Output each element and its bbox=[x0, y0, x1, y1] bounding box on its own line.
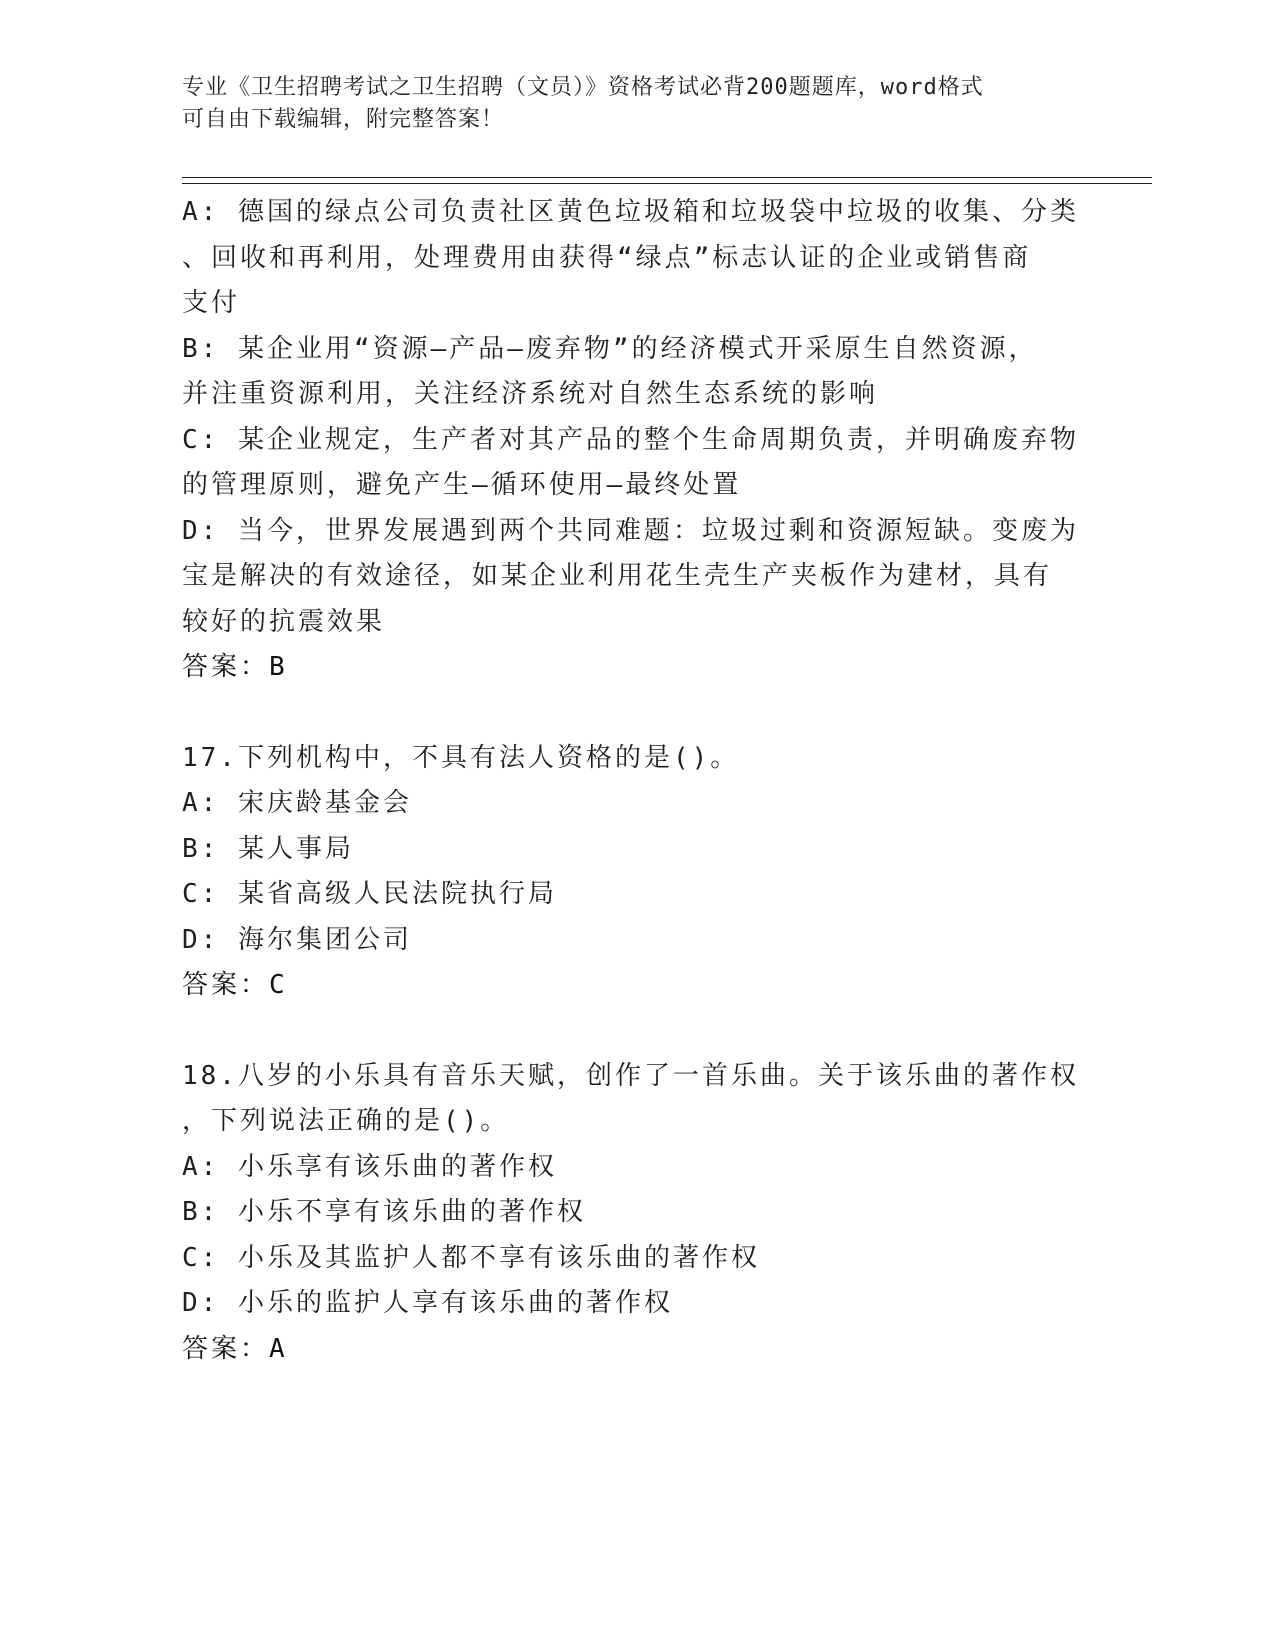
option-line: 较好的抗震效果 bbox=[182, 606, 386, 637]
q18-option-a: A: 小乐享有该乐曲的著作权 bbox=[182, 1151, 557, 1182]
answer-value: A bbox=[269, 1333, 286, 1364]
q16-option-d bbox=[182, 509, 1082, 646]
option-line: 并注重资源利用，关注经济系统对自然生态系统的影响 bbox=[182, 379, 879, 409]
question-17 bbox=[182, 736, 1082, 1009]
option-line: B: 某企业用“资源—产品—废弃物”的经济模式开采原生自然资源， bbox=[182, 333, 1038, 364]
option-line: C: 某企业规定，生产者对其产品的整个生命周期负责，并明确废弃物 bbox=[182, 424, 1079, 455]
q17-option-a: A: 宋庆龄基金会 bbox=[182, 788, 412, 818]
q18-answer bbox=[182, 1327, 1082, 1373]
header-title-line-1: 专业《卫生招聘考试之卫生招聘（文员）》资格考试必背200题题库，word格式 bbox=[182, 75, 984, 100]
option-line: 宝是解决的有效途径，如某企业利用花生壳生产夹板作为建材，具有 bbox=[182, 561, 1053, 591]
q16-option-b bbox=[182, 327, 1082, 418]
q18-stem-line-2: ，下列说法正确的是()。 bbox=[182, 1106, 510, 1136]
header-divider-bottom bbox=[182, 183, 1152, 184]
q17-answer bbox=[182, 963, 1082, 1009]
q18-option-b: B: 小乐不享有该乐曲的著作权 bbox=[182, 1197, 586, 1227]
q16-option-c bbox=[182, 418, 1082, 509]
header-title-line-2: 可自由下载编辑，附完整答案！ bbox=[182, 107, 505, 132]
q18-option-d: D: 小乐的监护人享有该乐曲的著作权 bbox=[182, 1288, 673, 1318]
answer-value: B bbox=[269, 652, 286, 682]
header-divider-top bbox=[182, 177, 1152, 178]
page-header bbox=[182, 72, 1062, 136]
question-content bbox=[182, 190, 1082, 1417]
option-line: 、回收和再利用，处理费用由获得“绿点”标志认证的企业或销售商 bbox=[182, 242, 1032, 273]
question-16 bbox=[182, 190, 1082, 691]
q18-option-c: C: 小乐及其监护人都不享有该乐曲的著作权 bbox=[182, 1242, 760, 1273]
option-line: D: 当今，世界发展遇到两个共同难题：垃圾过剩和资源短缺。变废为 bbox=[182, 515, 1079, 546]
q17-option-c: C: 某省高级人民法院执行局 bbox=[182, 879, 557, 909]
option-line: 的管理原则，避免产生—循环使用—最终处置 bbox=[182, 470, 742, 500]
option-line: A: 德国的绿点公司负责社区黄色垃圾箱和垃圾袋中垃圾的收集、分类 bbox=[182, 197, 1079, 227]
answer-value: C bbox=[269, 970, 286, 1000]
q16-answer bbox=[182, 645, 1082, 691]
answer-label: 答案： bbox=[182, 652, 270, 682]
q18-stem-line-1: 18.八岁的小乐具有音乐天赋，创作了一首乐曲。关于该乐曲的著作权 bbox=[182, 1060, 1079, 1091]
q17-option-d: D: 海尔集团公司 bbox=[182, 924, 412, 955]
q17-option-b: B: 某人事局 bbox=[182, 833, 354, 864]
answer-label: 答案： bbox=[182, 970, 270, 1000]
q17-stem: 17.下列机构中，不具有法人资格的是()。 bbox=[182, 742, 740, 773]
option-line: 支付 bbox=[182, 288, 241, 318]
question-18 bbox=[182, 1054, 1082, 1373]
answer-label: 答案： bbox=[182, 1333, 270, 1364]
q16-option-a bbox=[182, 190, 1082, 327]
